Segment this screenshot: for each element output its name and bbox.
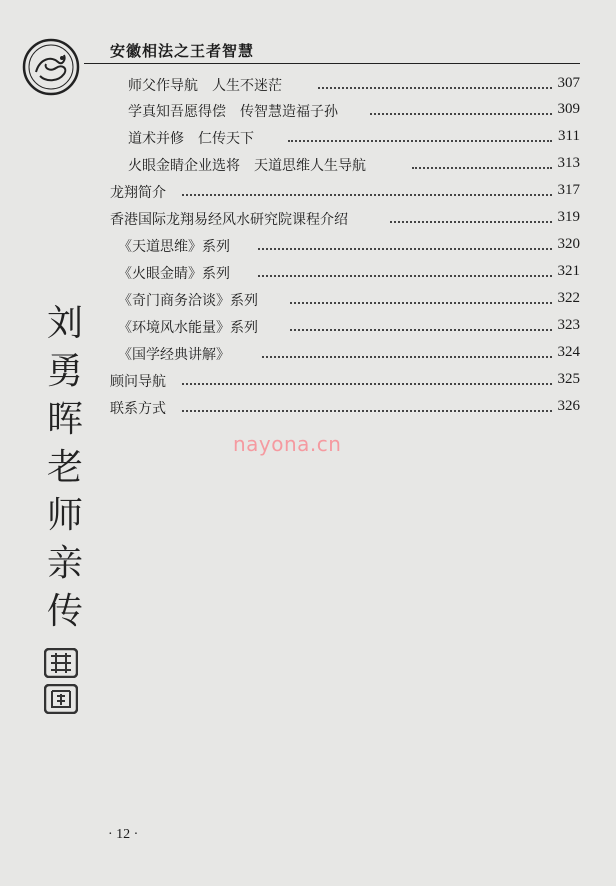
toc-entry-label: 《天道思维》系列 — [118, 239, 230, 255]
toc-entry — [0, 344, 616, 366]
toc-leader-dots — [262, 356, 552, 358]
toc-entry — [0, 75, 616, 97]
toc-entry — [0, 236, 616, 258]
toc-entry-label: 《奇门商务洽谈》系列 — [118, 293, 258, 309]
toc-leader-dots — [370, 113, 552, 115]
toc-entry-page: 324 — [557, 344, 580, 360]
toc-entry-label: 《火眼金睛》系列 — [118, 266, 230, 282]
toc-entry — [0, 182, 616, 204]
toc-entry — [0, 209, 616, 231]
running-header-title: 安徽相法之王者智慧 — [110, 42, 255, 60]
toc-entry-page: 322 — [557, 290, 580, 306]
toc-entry-label: 火眼金睛企业选将 天道思维人生导航 — [128, 158, 366, 174]
page-number: · 12 · — [108, 827, 139, 842]
toc-leader-dots — [390, 221, 552, 223]
toc-entry-label: 顾问导航 — [110, 374, 166, 390]
toc-leader-dots — [290, 302, 552, 304]
toc-entry — [0, 317, 616, 339]
toc-entry-page: 326 — [557, 398, 580, 414]
calligraphy-char: 师 — [46, 495, 83, 536]
toc-entry-label: 《国学经典讲解》 — [118, 347, 230, 363]
toc-entry — [0, 263, 616, 285]
toc-entry — [0, 155, 616, 177]
toc-leader-dots — [290, 329, 552, 331]
toc-entry — [0, 371, 616, 393]
toc-entry — [0, 128, 616, 150]
toc-entry-page: 309 — [557, 101, 580, 117]
calligraphy-char: 刘 — [46, 303, 83, 344]
toc-leader-dots — [288, 140, 552, 142]
vertical-calligraphy-title — [40, 300, 90, 636]
watermark-text: nayona.cn — [233, 432, 342, 456]
toc-leader-dots — [258, 248, 552, 250]
toc-leader-dots — [258, 275, 552, 277]
calligraphy-char: 亲 — [46, 543, 83, 584]
toc-entry-label: 香港国际龙翔易经风水研究院课程介绍 — [110, 212, 348, 228]
toc-entry-page: 307 — [557, 75, 580, 91]
toc-entry-page: 311 — [558, 128, 580, 144]
toc-entry-page: 320 — [557, 236, 580, 252]
toc-leader-dots — [182, 410, 552, 412]
toc-entry-page: 319 — [557, 209, 580, 225]
seal-stamp-icon — [44, 648, 78, 678]
toc-leader-dots — [412, 167, 552, 169]
seal-stamp-icon — [44, 684, 78, 714]
toc-entry-label: 《环境风水能量》系列 — [118, 320, 258, 336]
toc-entry — [0, 101, 616, 123]
toc-leader-dots — [318, 87, 552, 89]
toc-entry-label: 联系方式 — [110, 401, 166, 417]
toc-entry-label: 学真知吾愿得偿 传智慧造福子孙 — [128, 104, 338, 120]
calligraphy-char: 晖 — [46, 399, 83, 440]
toc-entry-label: 道术并修 仁传天下 — [128, 131, 254, 147]
calligraphy-char: 勇 — [46, 351, 83, 392]
calligraphy-char: 老 — [46, 447, 83, 488]
calligraphy-char: 传 — [46, 591, 83, 632]
toc-entry-page: 321 — [557, 263, 580, 279]
toc-leader-dots — [182, 194, 552, 196]
toc-leader-dots — [182, 383, 552, 385]
toc-entry-page: 313 — [557, 155, 580, 171]
toc-entry-label: 龙翔简介 — [110, 185, 166, 201]
toc-entry — [0, 398, 616, 420]
toc-entry-label: 师父作导航 人生不迷茫 — [128, 78, 282, 94]
toc-entry-page: 323 — [557, 317, 580, 333]
toc-entry — [0, 290, 616, 312]
toc-entry-page: 317 — [557, 182, 580, 198]
toc-entry-page: 325 — [557, 371, 580, 387]
header-rule — [84, 63, 580, 64]
